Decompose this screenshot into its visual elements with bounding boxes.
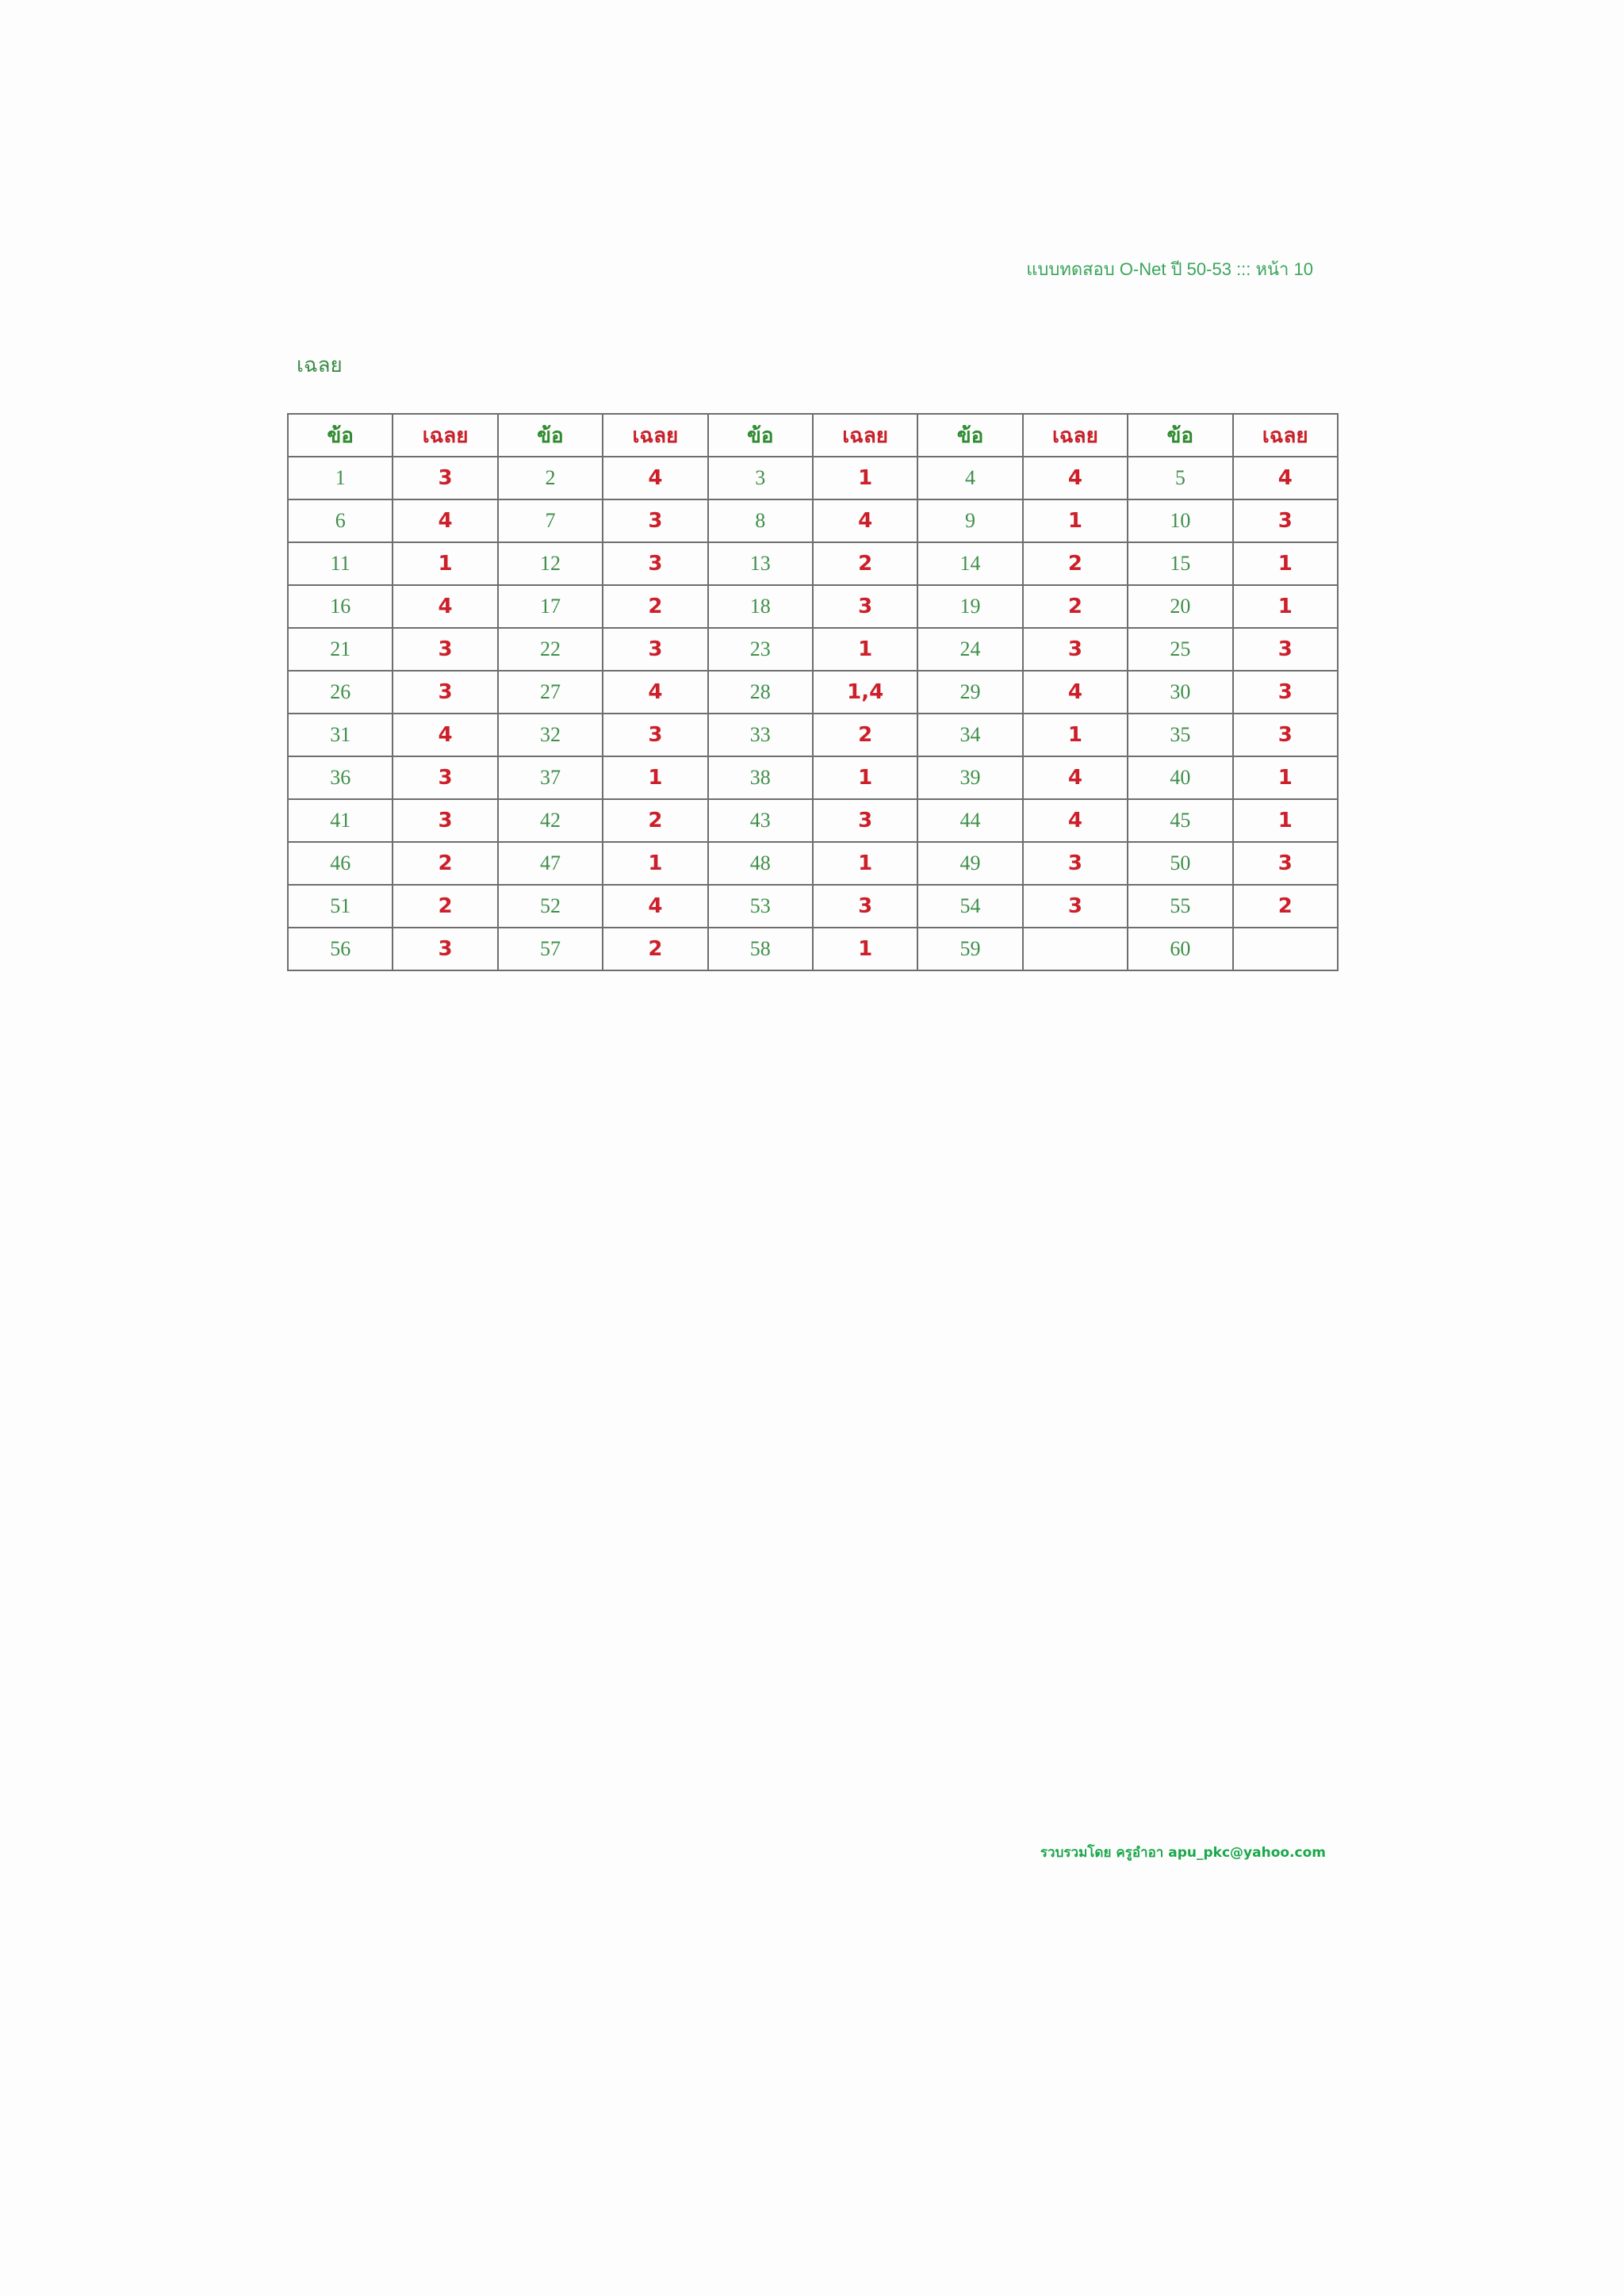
answer-cell: 3	[393, 628, 497, 671]
table-row	[288, 714, 1338, 756]
question-number-cell: 53	[708, 885, 813, 928]
question-number-cell: 51	[288, 885, 393, 928]
answer-cell: 2	[393, 885, 497, 928]
answer-cell: 3	[603, 628, 707, 671]
question-number-cell: 8	[708, 499, 813, 542]
answer-column-header: เฉลย	[813, 414, 917, 457]
table-row	[288, 885, 1338, 928]
question-number-cell: 45	[1128, 799, 1232, 842]
question-number-cell: 17	[498, 585, 603, 628]
answer-cell: 1	[813, 756, 917, 799]
question-number-cell: 34	[917, 714, 1022, 756]
question-number-cell: 59	[917, 928, 1022, 970]
answer-cell: 1	[393, 542, 497, 585]
answer-cell: 2	[813, 542, 917, 585]
answer-cell: 3	[393, 799, 497, 842]
question-number-cell: 13	[708, 542, 813, 585]
question-number-cell: 31	[288, 714, 393, 756]
answer-cell: 3	[393, 671, 497, 714]
answer-cell: 1	[1233, 542, 1338, 585]
question-number-cell: 52	[498, 885, 603, 928]
answer-cell: 4	[603, 671, 707, 714]
question-column-header: ข้อ	[498, 414, 603, 457]
table-row	[288, 585, 1338, 628]
question-number-cell: 60	[1128, 928, 1232, 970]
question-number-cell: 9	[917, 499, 1022, 542]
answer-cell: 4	[393, 585, 497, 628]
question-number-cell: 58	[708, 928, 813, 970]
answer-cell: 4	[1233, 457, 1338, 499]
answer-cell: 4	[393, 714, 497, 756]
question-number-cell: 23	[708, 628, 813, 671]
answer-cell: 4	[813, 499, 917, 542]
answer-cell: 4	[603, 885, 707, 928]
answer-cell: 3	[1023, 842, 1128, 885]
answer-cell: 4	[1023, 457, 1128, 499]
question-number-cell: 6	[288, 499, 393, 542]
answer-cell: 2	[393, 842, 497, 885]
section-title: เฉลย	[297, 354, 343, 377]
answer-cell: 2	[603, 799, 707, 842]
answer-cell: 3	[603, 542, 707, 585]
question-number-cell: 27	[498, 671, 603, 714]
answer-cell: 1	[603, 756, 707, 799]
answer-cell: 3	[393, 756, 497, 799]
answer-cell: 3	[1233, 499, 1338, 542]
answer-cell: 1	[1233, 585, 1338, 628]
question-number-cell: 16	[288, 585, 393, 628]
answer-column-header: เฉลย	[1233, 414, 1338, 457]
question-number-cell: 44	[917, 799, 1022, 842]
question-number-cell: 43	[708, 799, 813, 842]
question-number-cell: 30	[1128, 671, 1232, 714]
question-column-header: ข้อ	[288, 414, 393, 457]
answer-cell: 3	[1023, 885, 1128, 928]
question-number-cell: 36	[288, 756, 393, 799]
answer-cell: 3	[813, 885, 917, 928]
answer-cell: 1	[1233, 799, 1338, 842]
question-number-cell: 22	[498, 628, 603, 671]
table-header-row	[288, 414, 1338, 457]
question-number-cell: 32	[498, 714, 603, 756]
answer-table-body	[288, 457, 1338, 970]
page-footer: รวบรวมโดย ครูอำอา apu_pkc@yahoo.com	[1040, 1845, 1326, 1861]
question-number-cell: 19	[917, 585, 1022, 628]
question-number-cell: 41	[288, 799, 393, 842]
answer-cell: 1	[813, 457, 917, 499]
answer-column-header: เฉลย	[603, 414, 707, 457]
question-number-cell: 21	[288, 628, 393, 671]
answer-column-header: เฉลย	[393, 414, 497, 457]
answer-cell: 2	[1023, 585, 1128, 628]
answer-cell: 1	[1023, 714, 1128, 756]
answer-cell: 4	[1023, 671, 1128, 714]
question-number-cell: 55	[1128, 885, 1232, 928]
question-number-cell: 56	[288, 928, 393, 970]
answer-cell: 1,4	[813, 671, 917, 714]
answer-cell: 1	[1233, 756, 1338, 799]
question-column-header: ข้อ	[1128, 414, 1232, 457]
page-header: แบบทดสอบ O-Net ปี 50-53 ::: หน้า 10	[1026, 259, 1313, 279]
table-row	[288, 671, 1338, 714]
answer-cell: 3	[1233, 842, 1338, 885]
question-number-cell: 42	[498, 799, 603, 842]
answer-cell: 4	[1023, 756, 1128, 799]
question-number-cell: 7	[498, 499, 603, 542]
question-number-cell: 25	[1128, 628, 1232, 671]
question-number-cell: 47	[498, 842, 603, 885]
table-row	[288, 842, 1338, 885]
answer-cell: 1	[813, 928, 917, 970]
answer-cell	[1023, 928, 1128, 970]
table-row	[288, 542, 1338, 585]
question-number-cell: 14	[917, 542, 1022, 585]
answer-cell	[1233, 928, 1338, 970]
question-number-cell: 4	[917, 457, 1022, 499]
answer-cell: 2	[603, 585, 707, 628]
answer-cell: 3	[813, 585, 917, 628]
question-number-cell: 1	[288, 457, 393, 499]
question-number-cell: 2	[498, 457, 603, 499]
question-number-cell: 54	[917, 885, 1022, 928]
question-column-header: ข้อ	[917, 414, 1022, 457]
question-number-cell: 37	[498, 756, 603, 799]
answer-cell: 3	[1233, 671, 1338, 714]
answer-column-header: เฉลย	[1023, 414, 1128, 457]
question-number-cell: 35	[1128, 714, 1232, 756]
question-number-cell: 48	[708, 842, 813, 885]
answer-cell: 2	[603, 928, 707, 970]
question-number-cell: 57	[498, 928, 603, 970]
answer-cell: 2	[813, 714, 917, 756]
table-row	[288, 928, 1338, 970]
answer-cell: 2	[1233, 885, 1338, 928]
table-row	[288, 499, 1338, 542]
question-number-cell: 18	[708, 585, 813, 628]
question-number-cell: 49	[917, 842, 1022, 885]
question-column-header: ข้อ	[708, 414, 813, 457]
question-number-cell: 3	[708, 457, 813, 499]
table-row	[288, 457, 1338, 499]
question-number-cell: 29	[917, 671, 1022, 714]
table-row	[288, 628, 1338, 671]
answer-table	[287, 413, 1339, 971]
answer-cell: 2	[1023, 542, 1128, 585]
answer-cell: 3	[603, 714, 707, 756]
question-number-cell: 24	[917, 628, 1022, 671]
table-row	[288, 756, 1338, 799]
question-number-cell: 10	[1128, 499, 1232, 542]
answer-cell: 1	[603, 842, 707, 885]
question-number-cell: 28	[708, 671, 813, 714]
question-number-cell: 50	[1128, 842, 1232, 885]
question-number-cell: 15	[1128, 542, 1232, 585]
answer-cell: 3	[1023, 628, 1128, 671]
question-number-cell: 40	[1128, 756, 1232, 799]
answer-cell: 3	[1233, 714, 1338, 756]
answer-cell: 3	[393, 928, 497, 970]
answer-cell: 4	[393, 499, 497, 542]
question-number-cell: 11	[288, 542, 393, 585]
question-number-cell: 12	[498, 542, 603, 585]
answer-cell: 4	[1023, 799, 1128, 842]
answer-cell: 3	[603, 499, 707, 542]
answer-cell: 1	[1023, 499, 1128, 542]
answer-cell: 4	[603, 457, 707, 499]
question-number-cell: 26	[288, 671, 393, 714]
question-number-cell: 5	[1128, 457, 1232, 499]
question-number-cell: 33	[708, 714, 813, 756]
question-number-cell: 38	[708, 756, 813, 799]
question-number-cell: 39	[917, 756, 1022, 799]
question-number-cell: 46	[288, 842, 393, 885]
table-row	[288, 799, 1338, 842]
answer-cell: 1	[813, 842, 917, 885]
answer-cell: 3	[393, 457, 497, 499]
answer-cell: 3	[813, 799, 917, 842]
question-number-cell: 20	[1128, 585, 1232, 628]
answer-cell: 1	[813, 628, 917, 671]
answer-cell: 3	[1233, 628, 1338, 671]
